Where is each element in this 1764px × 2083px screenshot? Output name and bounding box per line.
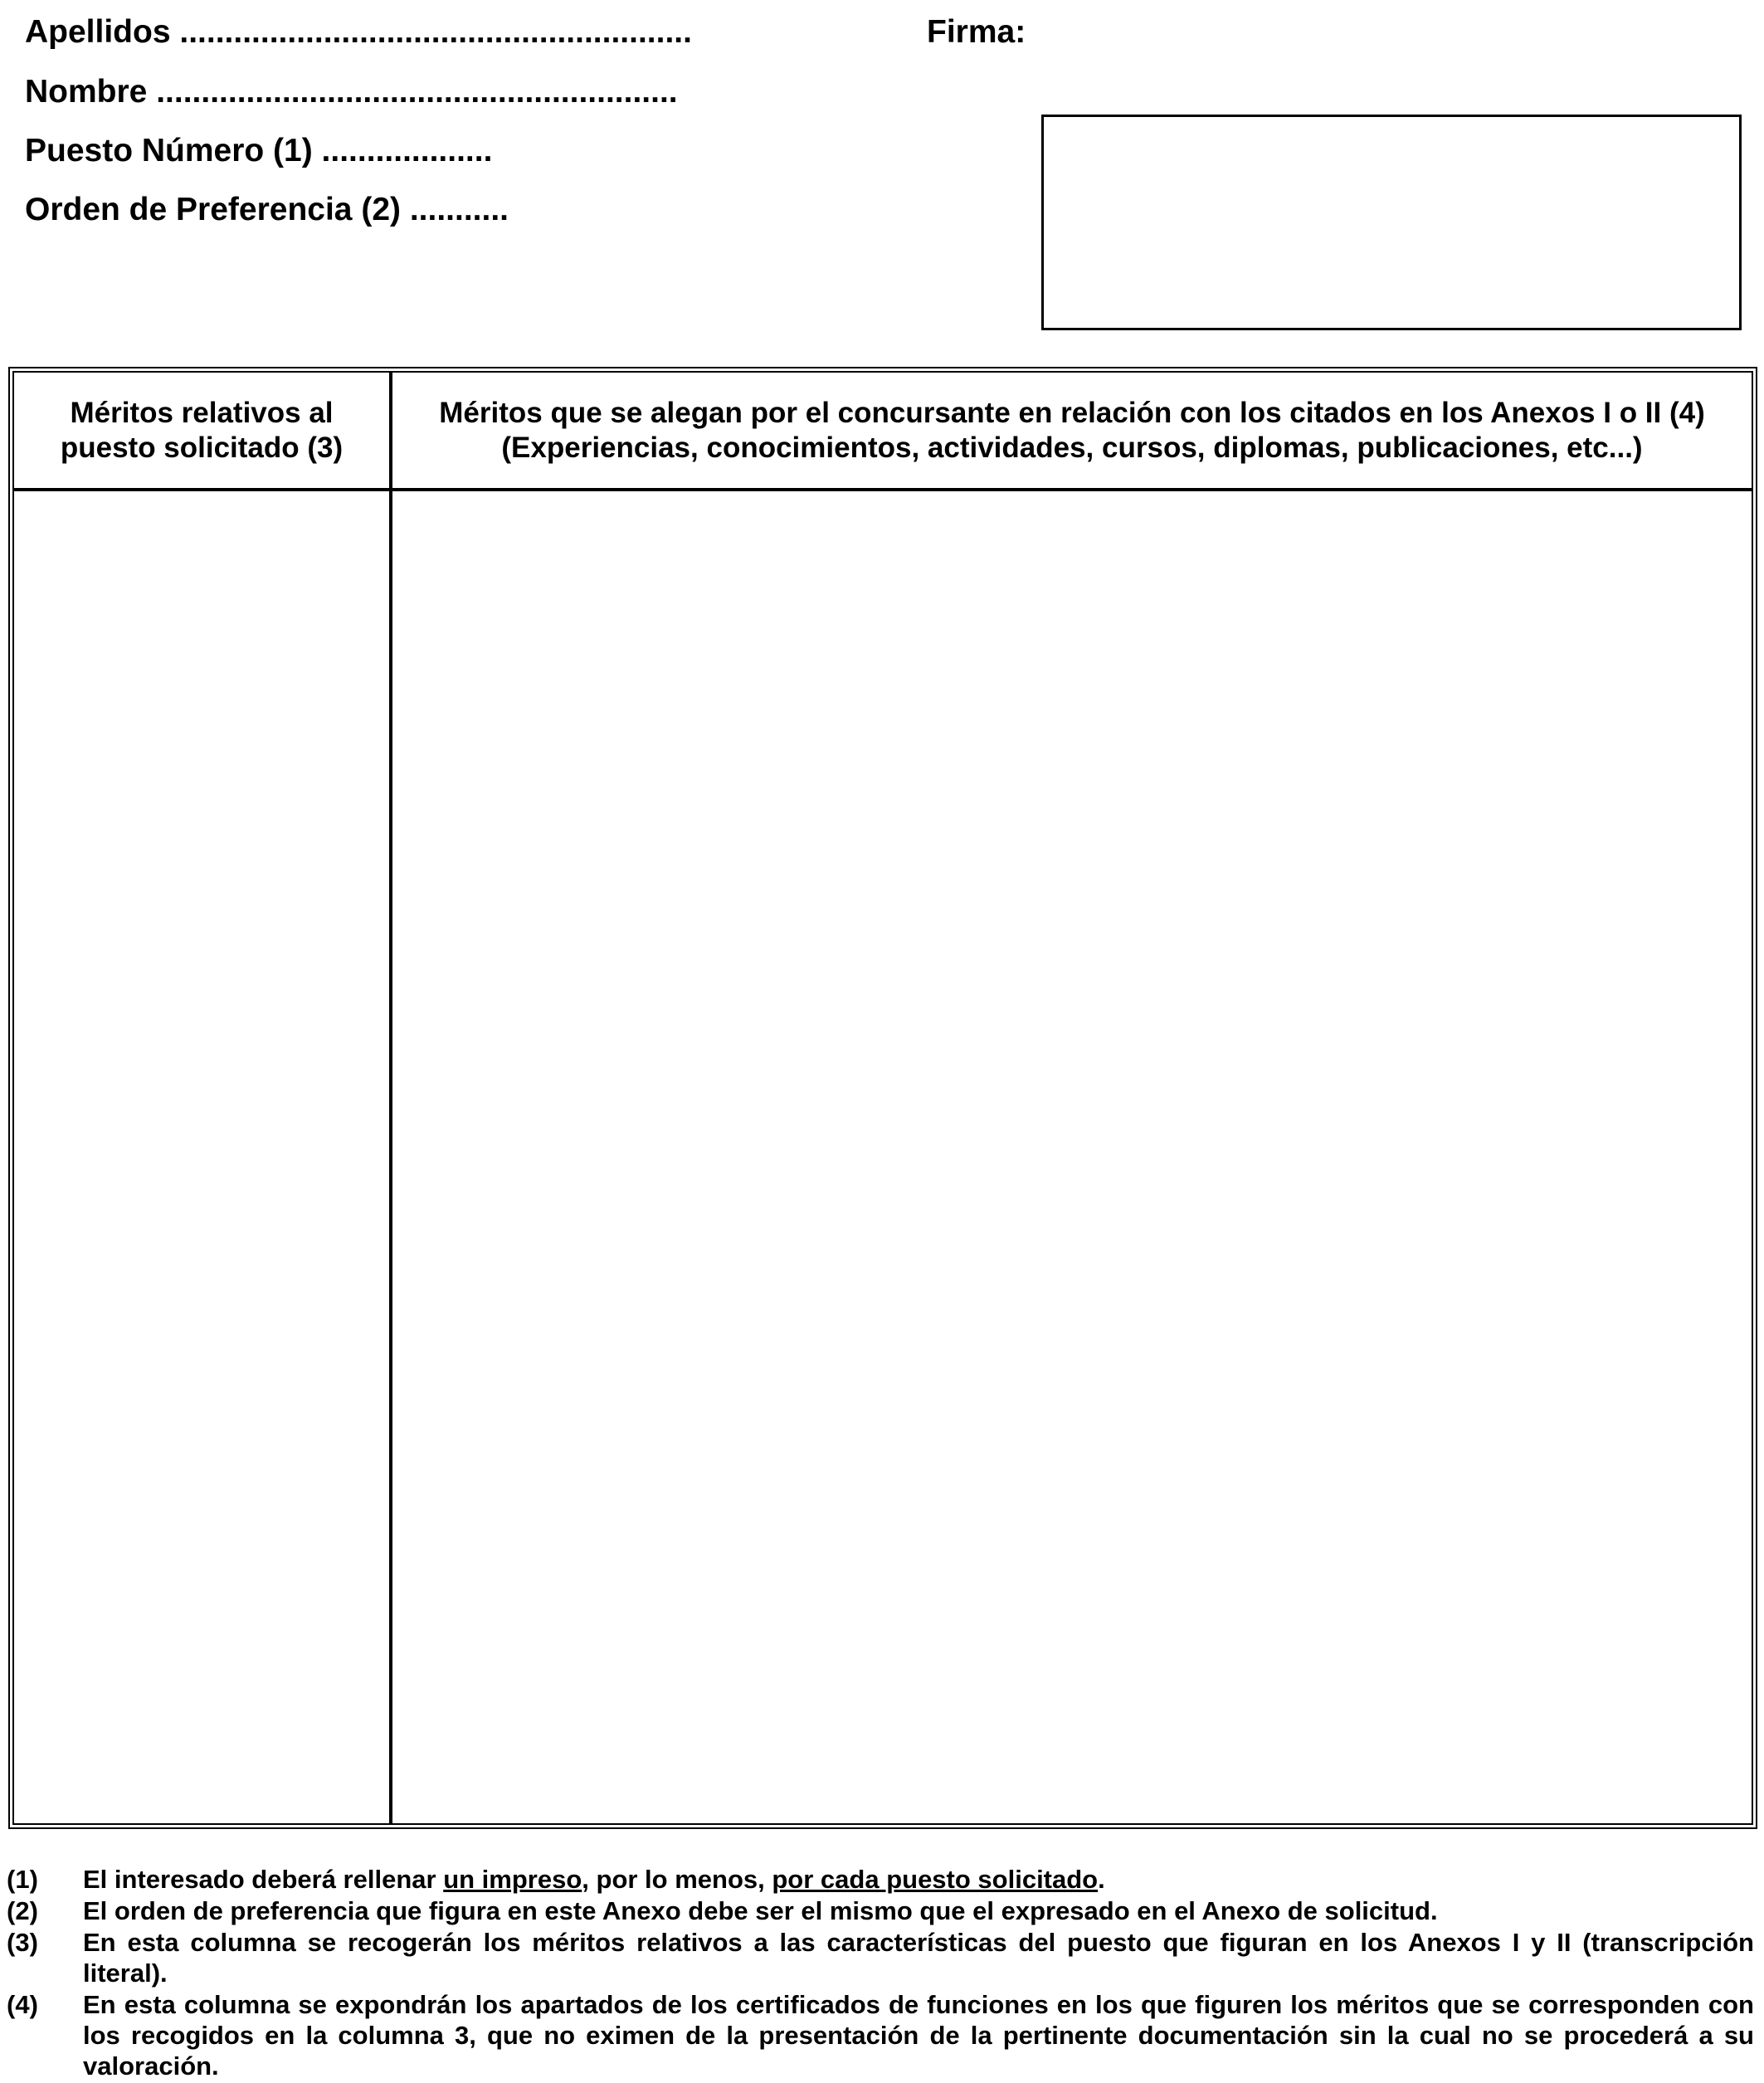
footnote-2 (7, 1895, 1754, 1926)
footnote-text: El orden de preferencia que figura en este Anexo debe ser el mismo que el expresado en el Anexo de solicitud. (83, 1896, 1438, 1925)
footnote-3 (7, 1927, 1754, 1988)
footnote-number: (4) (7, 1990, 38, 2019)
footnote-underlined-fragment: un impreso (443, 1865, 582, 1894)
column-header-meritos-alegados (392, 373, 1752, 488)
column-header-meritos-relativos (14, 373, 389, 488)
footnote-fragment: El interesado deberá rellenar (83, 1865, 444, 1894)
footnote-fragment: . (1098, 1865, 1105, 1894)
footnote-underlined-fragment: por cada puesto solicitado (772, 1865, 1099, 1894)
firma-label: Firma: (927, 14, 1026, 50)
apellidos-field[interactable]: Apellidos ......................................................... (25, 14, 692, 50)
footnote-text: En esta columna se recogerán los méritos relativos a las características del puesto que figuran en los Anexos I y II (transcripción literal). (83, 1928, 1754, 1988)
column-divider (389, 373, 392, 1823)
footnote-number: (1) (7, 1865, 38, 1894)
signature-box[interactable] (1041, 115, 1742, 330)
puesto-numero-field[interactable]: Puesto Número (1) ................... (25, 133, 493, 168)
footnote-4 (7, 1989, 1754, 2081)
footnotes (7, 1864, 1754, 2082)
footnote-number: (3) (7, 1928, 38, 1957)
column-header-line: Méritos que se alegan por el concursante en relación con los citados en los Anexos I o II (4) (439, 396, 1705, 429)
column-header-line: (Experiencias, conocimientos, actividades, cursos, diplomas, publicaciones, etc...) (501, 431, 1643, 464)
orden-preferencia-field[interactable]: Orden de Preferencia (2) ........... (25, 192, 509, 227)
footnote-1 (7, 1864, 1754, 1895)
footnote-text: En esta columna se expondrán los apartados de los certificados de funciones en los que figuren los méritos que se corresponden con los recogidos en la columna 3, que no eximen de la presentación de la pertinente documentación sin la cual no se procederá a su valoración. (83, 1990, 1754, 2081)
column-header-line: puesto solicitado (3) (60, 431, 344, 464)
footnote-number: (2) (7, 1896, 38, 1925)
nombre-field[interactable]: Nombre .......................................................... (25, 74, 678, 110)
header-divider (14, 488, 1752, 491)
footnote-fragment: , por lo menos, (582, 1865, 772, 1894)
footnote-text (83, 1864, 1754, 1895)
column-header-line: Méritos relativos al (70, 396, 334, 429)
merits-table (8, 367, 1757, 1829)
